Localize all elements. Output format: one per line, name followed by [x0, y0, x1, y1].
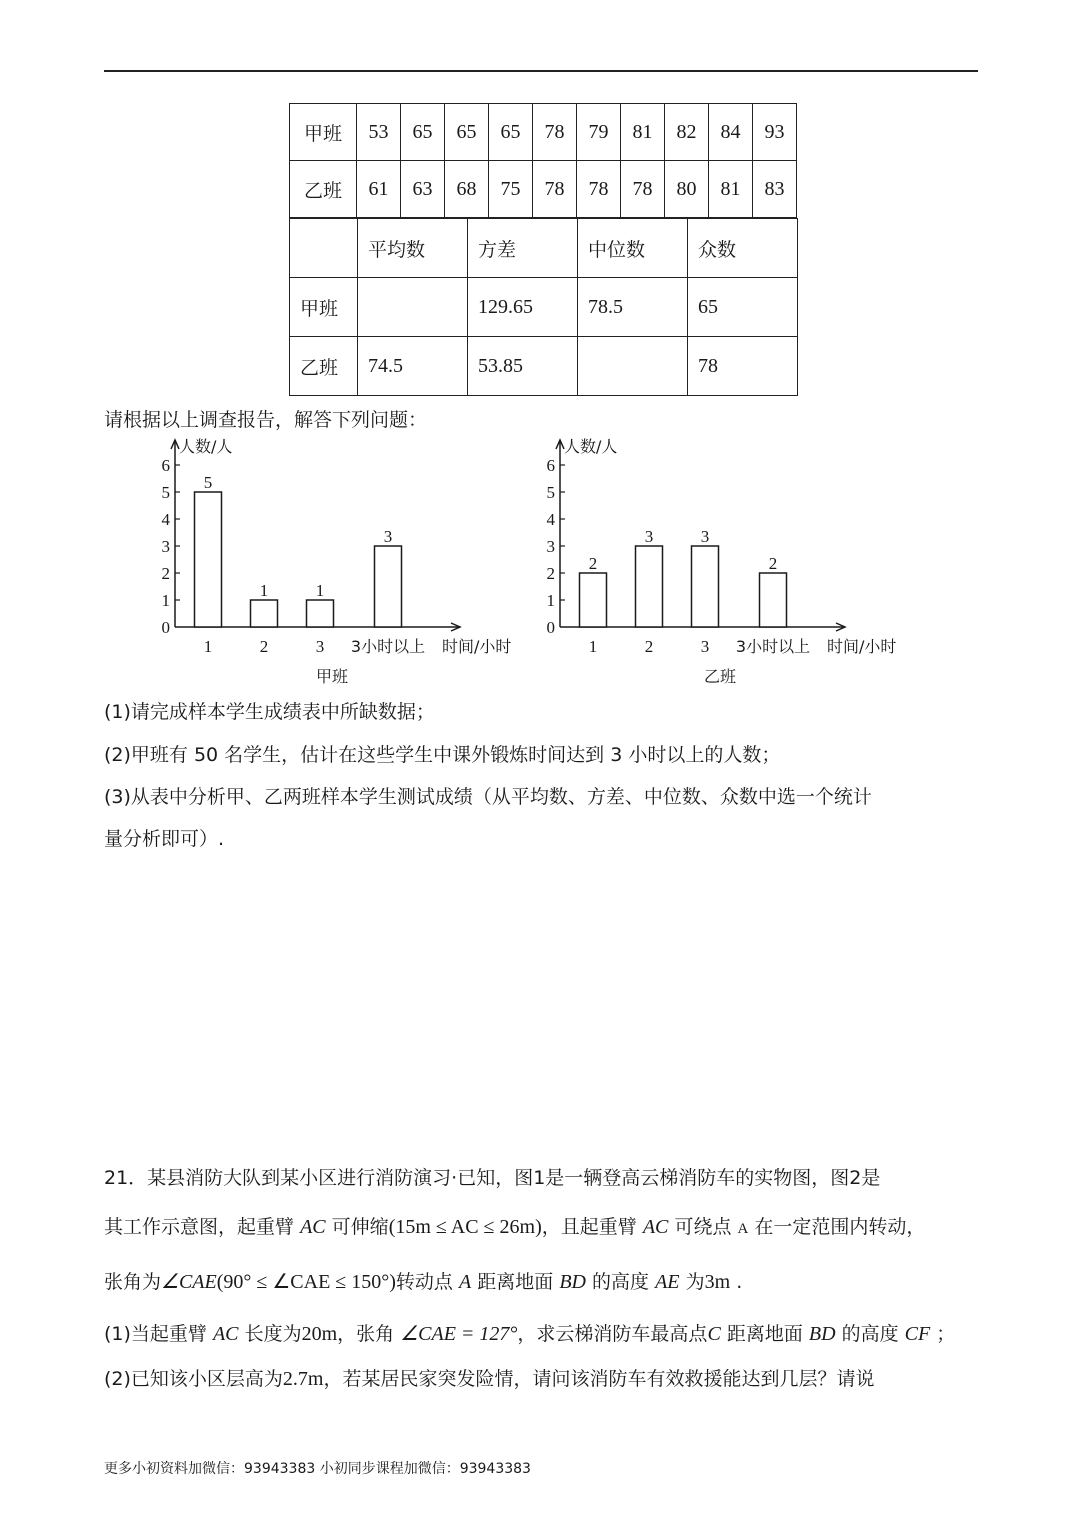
text: (1)当起重臂: [104, 1323, 207, 1345]
data-label: 2: [588, 554, 598, 573]
header-cell: 中位数: [578, 219, 688, 278]
header-cell: 方差: [468, 219, 578, 278]
data-label: 1: [315, 581, 325, 600]
bar-chart-yi: [525, 430, 945, 695]
score-cell: 68: [445, 161, 489, 218]
y-tick-label: 3: [161, 537, 170, 556]
score-cell: 78: [533, 104, 577, 161]
text: ，求云梯消防车最高点: [517, 1323, 708, 1345]
score-cell: 65: [401, 104, 445, 161]
score-cell: 84: [709, 104, 753, 161]
x-tick-label: 3: [700, 637, 710, 656]
score-cell: 61: [357, 161, 401, 218]
math-symbol: BD: [808, 1323, 836, 1345]
score-cell: 75: [489, 161, 533, 218]
score-cell: 65: [489, 104, 533, 161]
q21-sub2: [104, 1369, 875, 1389]
bar: [580, 573, 607, 627]
score-cell: 81: [621, 104, 665, 161]
score-cell: 80: [665, 161, 709, 218]
row-label: 乙班: [290, 337, 358, 396]
q21-line3: [104, 1272, 742, 1292]
x-tick-label: 2: [259, 637, 269, 656]
table-row: [290, 104, 797, 161]
q20-item-3: (3)从表中分析甲、乙两班样本学生测试成绩（从平均数、方差、中位数、众数中选一个统计: [104, 786, 872, 808]
stat-cell: [358, 278, 468, 337]
stat-cell: 129.65: [468, 278, 578, 337]
x-tick-label: 3小时以上: [735, 637, 811, 656]
data-label: 1: [259, 581, 269, 600]
table-row: [290, 161, 797, 218]
bar: [251, 600, 278, 627]
q20-item-2: (2)甲班有 50 名学生，估计在这些学生中课外锻炼时间达到 3 小时以上的人数；: [104, 744, 781, 766]
table-row: [290, 337, 798, 396]
text: 为: [685, 1271, 705, 1293]
q20-item-1: (1)请完成样本学生成绩表中所缺数据；: [104, 701, 435, 723]
x-axis-label: 时间/小时: [442, 637, 512, 656]
footer-text: 更多小初资料加微信：93943383 小初同步课程加微信：93943383: [104, 1461, 531, 1477]
row-label: 甲班: [290, 104, 357, 161]
text: 的高度: [841, 1323, 899, 1345]
text: 距离地面: [726, 1323, 803, 1345]
q21-sub1: [104, 1324, 955, 1344]
header-rule: [104, 70, 978, 72]
math-symbol: BD: [559, 1271, 586, 1293]
angle-symbol: ∠CAE: [161, 1271, 217, 1293]
text: ，若某居民家突发险情，请问该消防车有效救援能达到几层？请说: [323, 1368, 875, 1390]
y-tick-label: 1: [546, 591, 555, 610]
stat-cell: 78.5: [578, 278, 688, 337]
math-expression: ∠CAE = 127°: [400, 1323, 518, 1345]
stat-cell: 65: [688, 278, 798, 337]
text: 可伸缩: [331, 1216, 389, 1238]
prompt-text: 请根据以上调查报告，解答下列问题：: [104, 409, 428, 431]
x-axis-label: 时间/小时: [827, 637, 897, 656]
data-label: 3: [383, 527, 393, 546]
y-tick-label: 5: [546, 483, 555, 502]
math-value: 3m: [704, 1271, 731, 1293]
text: 转动点: [395, 1271, 453, 1293]
bar: [307, 600, 334, 627]
math-value: 20m: [301, 1323, 338, 1345]
score-cell: 83: [753, 161, 797, 218]
score-cell: 53: [357, 104, 401, 161]
point-label: C: [707, 1323, 721, 1345]
math-symbol: AC: [642, 1216, 669, 1238]
point-label: A: [737, 1221, 749, 1237]
x-tick-label: 2: [644, 637, 654, 656]
bar: [636, 546, 663, 627]
math-range: (15m ≤ AC ≤ 26m): [388, 1216, 542, 1238]
y-tick-label: 6: [546, 456, 555, 475]
table-header-row: [290, 219, 798, 278]
score-cell: 78: [621, 161, 665, 218]
x-tick-label: 3小时以上: [350, 637, 426, 656]
math-value: 2.7m: [282, 1368, 324, 1390]
score-cell: 63: [401, 161, 445, 218]
text: .: [736, 1271, 743, 1293]
header-cell: 平均数: [358, 219, 468, 278]
bar: [692, 546, 719, 627]
text: ；: [936, 1323, 956, 1345]
score-cell: 79: [577, 104, 621, 161]
text: 距离地面: [477, 1271, 554, 1293]
math-symbol: CF: [904, 1323, 931, 1345]
y-tick-label: 0: [161, 618, 170, 637]
score-table: [289, 103, 797, 218]
data-label: 2: [768, 554, 778, 573]
text: 的高度: [592, 1271, 650, 1293]
y-tick-label: 2: [161, 564, 170, 583]
y-tick-label: 6: [161, 456, 170, 475]
y-tick-label: 4: [546, 510, 555, 529]
data-label: 3: [700, 527, 710, 546]
stat-cell: 53.85: [468, 337, 578, 396]
text: 可绕点: [674, 1216, 732, 1238]
x-tick-label: 3: [315, 637, 325, 656]
chart-title: 甲班: [315, 667, 349, 686]
row-label: 甲班: [290, 278, 358, 337]
y-axis-label: 人数/人: [179, 437, 233, 456]
math-range: (90° ≤ ∠CAE ≤ 150°): [216, 1271, 396, 1293]
score-cell: 78: [577, 161, 621, 218]
y-tick-label: 5: [161, 483, 170, 502]
text: 在一定范围内转动，: [754, 1216, 926, 1238]
header-cell: 众数: [688, 219, 798, 278]
y-tick-label: 1: [161, 591, 170, 610]
x-tick-label: 1: [588, 637, 598, 656]
y-tick-label: 4: [161, 510, 170, 529]
table-row: [290, 278, 798, 337]
math-symbol: AC: [300, 1216, 326, 1238]
stat-cell: 74.5: [358, 337, 468, 396]
score-cell: 78: [533, 161, 577, 218]
bar: [195, 492, 222, 627]
score-cell: 65: [445, 104, 489, 161]
y-tick-label: 0: [546, 618, 555, 637]
math-symbol: AC: [212, 1323, 239, 1345]
text: (2)已知该小区层高为: [104, 1368, 283, 1390]
stats-table: [289, 218, 798, 396]
text: ，张角: [337, 1323, 395, 1345]
data-label: 3: [644, 527, 654, 546]
q20-item-4: 量分析即可）.: [104, 828, 225, 850]
y-tick-label: 2: [546, 564, 555, 583]
score-cell: 82: [665, 104, 709, 161]
q21-line2: [104, 1217, 925, 1239]
stat-cell: 78: [688, 337, 798, 396]
score-cell: 81: [709, 161, 753, 218]
text: 长度为: [244, 1323, 302, 1345]
y-axis-label: 人数/人: [564, 437, 618, 456]
score-cell: 93: [753, 104, 797, 161]
header-cell: [290, 219, 358, 278]
y-tick-label: 3: [546, 537, 555, 556]
bar: [760, 573, 787, 627]
stat-cell: [578, 337, 688, 396]
text: ，且起重臂: [541, 1216, 637, 1238]
x-tick-label: 1: [203, 637, 213, 656]
point-label: A: [458, 1271, 472, 1293]
math-symbol: AE: [655, 1271, 680, 1293]
text: 其工作示意图，起重臂: [104, 1216, 295, 1238]
bar-chart-jia: [140, 430, 560, 695]
bar: [375, 546, 402, 627]
chart-title: 乙班: [703, 667, 737, 686]
data-label: 5: [203, 473, 213, 492]
text: 张角为: [104, 1271, 162, 1293]
q21-line1: 21．某县消防大队到某小区进行消防演习·已知，图1是一辆登高云梯消防车的实物图，图2是: [104, 1167, 881, 1189]
row-label: 乙班: [290, 161, 357, 218]
